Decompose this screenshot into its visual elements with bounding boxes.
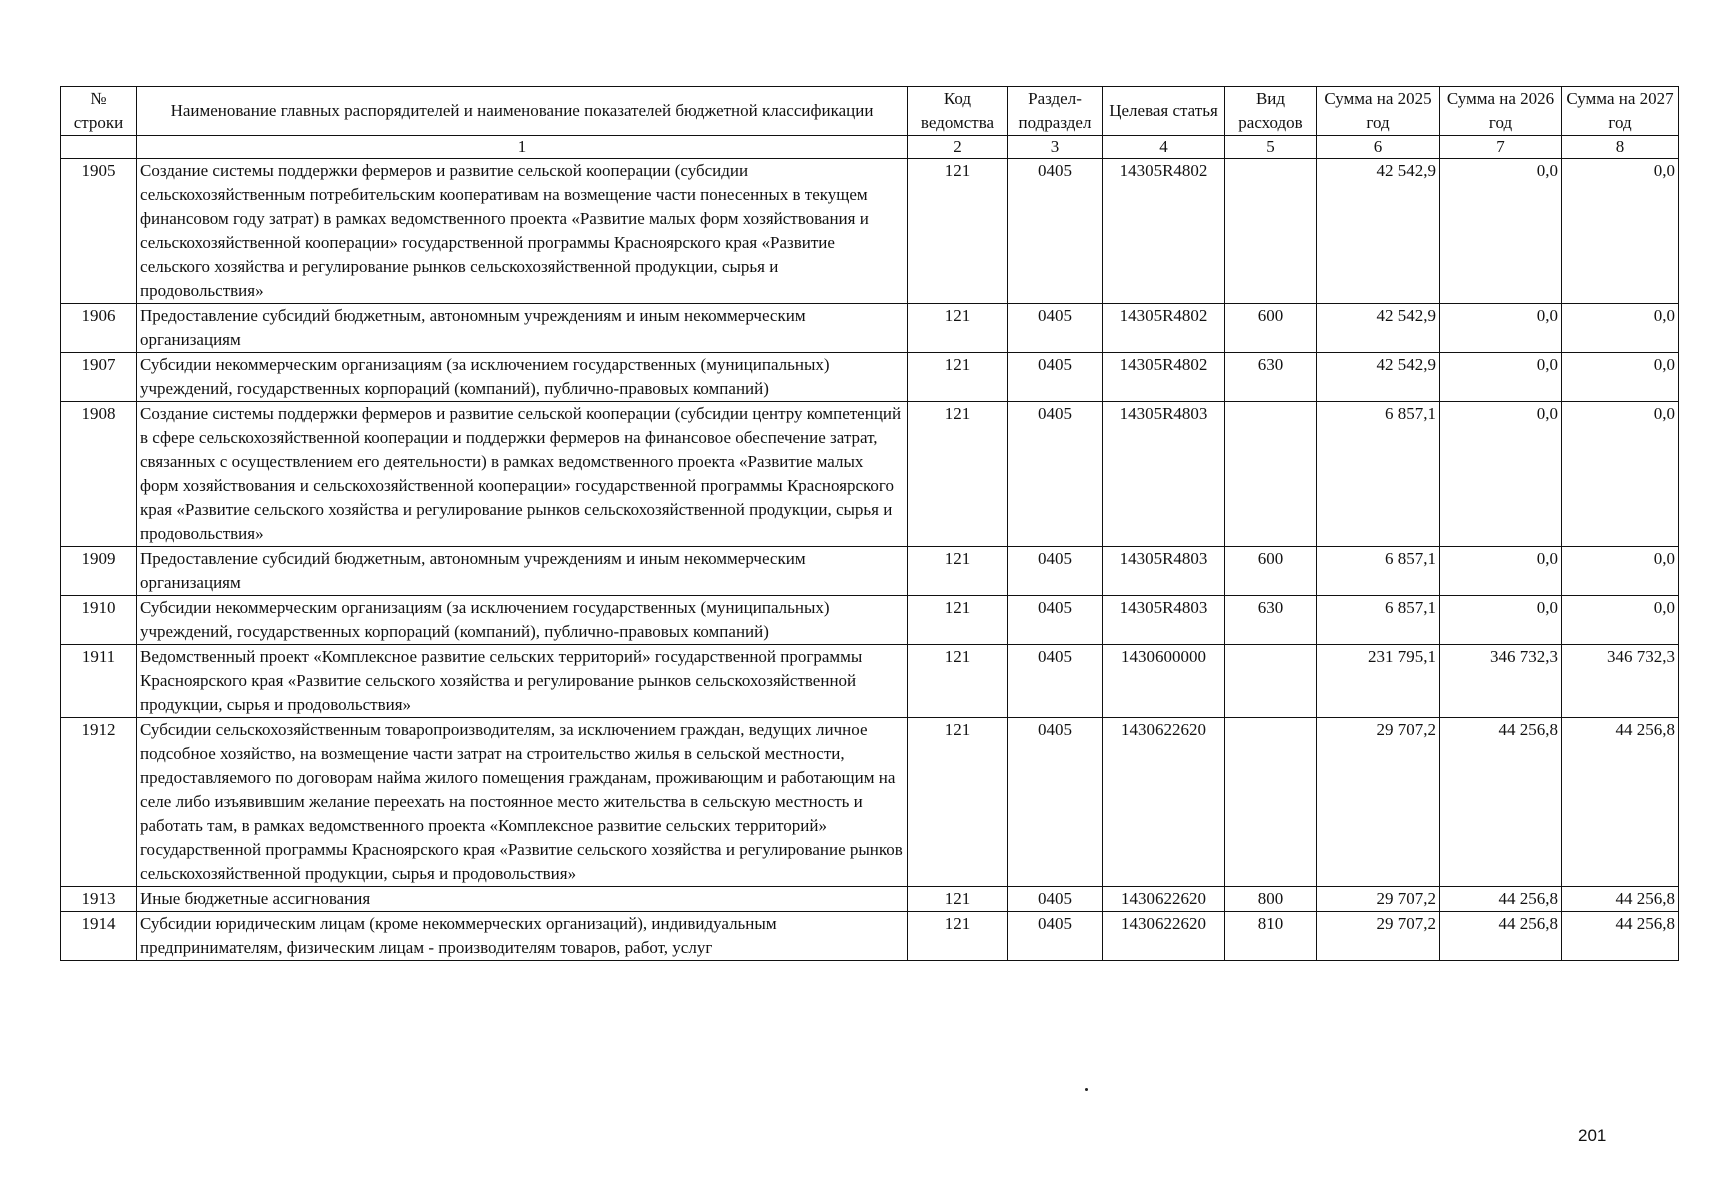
row-sum-2026: 44 256,8: [1440, 887, 1562, 912]
row-dept-code: 121: [908, 645, 1008, 718]
row-section-code: 0405: [1008, 596, 1103, 645]
table-row: [61, 402, 1679, 547]
row-number: 1914: [61, 912, 137, 961]
header-dept: Код ведомства: [908, 87, 1008, 136]
row-sum-2026: 346 732,3: [1440, 645, 1562, 718]
row-sum-2025: 6 857,1: [1317, 402, 1440, 547]
table-row: [61, 887, 1679, 912]
row-number: 1911: [61, 645, 137, 718]
row-sum-2027: 0,0: [1562, 402, 1679, 547]
row-section-code: 0405: [1008, 887, 1103, 912]
row-target-code: 1430622620: [1103, 718, 1225, 887]
row-name: Субсидии некоммерческим организациям (за исключением государственных (муниципальных) учреждений, государственных корпораций (компаний), публично-правовых компаний): [137, 353, 908, 402]
row-dept-code: 121: [908, 596, 1008, 645]
row-section-code: 0405: [1008, 912, 1103, 961]
row-sum-2027: 0,0: [1562, 304, 1679, 353]
header-num: № строки: [61, 87, 137, 136]
column-number: 4: [1103, 136, 1225, 159]
row-number: 1908: [61, 402, 137, 547]
row-section-code: 0405: [1008, 304, 1103, 353]
row-expense-type: 600: [1225, 304, 1317, 353]
row-sum-2027: 44 256,8: [1562, 887, 1679, 912]
page-number: 201: [1578, 1126, 1607, 1145]
column-number-empty: [61, 136, 137, 159]
row-expense-type: 630: [1225, 353, 1317, 402]
row-target-code: 1430622620: [1103, 887, 1225, 912]
row-expense-type: [1225, 402, 1317, 547]
table-row: [61, 718, 1679, 887]
row-target-code: 1430600000: [1103, 645, 1225, 718]
row-sum-2026: 0,0: [1440, 402, 1562, 547]
column-number: 6: [1317, 136, 1440, 159]
table-row: [61, 596, 1679, 645]
row-sum-2027: 0,0: [1562, 353, 1679, 402]
row-expense-type: 810: [1225, 912, 1317, 961]
row-name: Субсидии юридическим лицам (кроме некоммерческих организаций), индивидуальным предпринимателям, физическим лицам - производителям товаров, работ, услуг: [137, 912, 908, 961]
row-sum-2027: 0,0: [1562, 159, 1679, 304]
table-row: [61, 304, 1679, 353]
row-expense-type: 630: [1225, 596, 1317, 645]
row-sum-2026: 0,0: [1440, 596, 1562, 645]
row-section-code: 0405: [1008, 402, 1103, 547]
table-row: [61, 645, 1679, 718]
row-target-code: 14305R4802: [1103, 304, 1225, 353]
row-dept-code: 121: [908, 353, 1008, 402]
header-sum2025: Сумма на 2025 год: [1317, 87, 1440, 136]
row-sum-2027: 44 256,8: [1562, 912, 1679, 961]
row-number: 1907: [61, 353, 137, 402]
row-dept-code: 121: [908, 304, 1008, 353]
row-number: 1905: [61, 159, 137, 304]
row-name: Иные бюджетные ассигнования: [137, 887, 908, 912]
header-sum2027: Сумма на 2027 год: [1562, 87, 1679, 136]
row-dept-code: 121: [908, 887, 1008, 912]
row-name: Ведомственный проект «Комплексное развитие сельских территорий» государственной программы Красноярского края «Развитие сельского хозяйства и регулирование рынков сельскохозяйственной продукции, сырья и продовольствия»: [137, 645, 908, 718]
row-name: Создание системы поддержки фермеров и развитие сельской кооперации (субсидии сельскохозяйственным потребительским кооперативам на возмещение части понесенных в текущем финансовом году затрат) в рамках ведомственного проекта «Развитие малых форм хозяйствования и сельскохозяйственной кооперации» государственной программы Красноярского края «Развитие сельского хозяйства и регулирование рынков сельскохозяйственной продукции, сырья и продовольствия»: [137, 159, 908, 304]
budget-table: [60, 86, 1679, 961]
table-row: [61, 159, 1679, 304]
row-section-code: 0405: [1008, 645, 1103, 718]
row-sum-2025: 42 542,9: [1317, 159, 1440, 304]
stray-dot: [1085, 1088, 1088, 1091]
row-sum-2027: 0,0: [1562, 596, 1679, 645]
header-name: Наименование главных распорядителей и наименование показателей бюджетной классификации: [137, 87, 908, 136]
row-target-code: 14305R4803: [1103, 547, 1225, 596]
row-sum-2027: 0,0: [1562, 547, 1679, 596]
row-number: 1910: [61, 596, 137, 645]
row-sum-2026: 44 256,8: [1440, 718, 1562, 887]
row-sum-2025: 231 795,1: [1317, 645, 1440, 718]
row-dept-code: 121: [908, 912, 1008, 961]
row-number: 1912: [61, 718, 137, 887]
header-type: Вид расходов: [1225, 87, 1317, 136]
row-section-code: 0405: [1008, 547, 1103, 596]
row-sum-2026: 0,0: [1440, 159, 1562, 304]
row-sum-2026: 44 256,8: [1440, 912, 1562, 961]
row-dept-code: 121: [908, 718, 1008, 887]
row-dept-code: 121: [908, 159, 1008, 304]
row-sum-2025: 42 542,9: [1317, 304, 1440, 353]
table-row: [61, 353, 1679, 402]
row-number: 1909: [61, 547, 137, 596]
row-name: Предоставление субсидий бюджетным, автономным учреждениям и иным некоммерческим организациям: [137, 547, 908, 596]
row-sum-2027: 44 256,8: [1562, 718, 1679, 887]
column-number: 7: [1440, 136, 1562, 159]
row-sum-2026: 0,0: [1440, 353, 1562, 402]
row-section-code: 0405: [1008, 353, 1103, 402]
row-expense-type: [1225, 159, 1317, 304]
row-expense-type: 600: [1225, 547, 1317, 596]
row-sum-2027: 346 732,3: [1562, 645, 1679, 718]
row-sum-2025: 42 542,9: [1317, 353, 1440, 402]
row-dept-code: 121: [908, 547, 1008, 596]
row-number: 1913: [61, 887, 137, 912]
row-sum-2026: 0,0: [1440, 547, 1562, 596]
row-target-code: 14305R4802: [1103, 159, 1225, 304]
row-target-code: 1430622620: [1103, 912, 1225, 961]
row-expense-type: 800: [1225, 887, 1317, 912]
row-name: Субсидии некоммерческим организациям (за исключением государственных (муниципальных) учреждений, государственных корпораций (компаний), публично-правовых компаний): [137, 596, 908, 645]
row-sum-2025: 29 707,2: [1317, 887, 1440, 912]
row-sum-2025: 29 707,2: [1317, 718, 1440, 887]
column-number: 1: [137, 136, 908, 159]
column-number: 8: [1562, 136, 1679, 159]
row-target-code: 14305R4803: [1103, 402, 1225, 547]
header-sum2026: Сумма на 2026 год: [1440, 87, 1562, 136]
column-number-row: [61, 136, 1679, 159]
row-section-code: 0405: [1008, 718, 1103, 887]
row-name: Предоставление субсидий бюджетным, автономным учреждениям и иным некоммерческим организациям: [137, 304, 908, 353]
row-number: 1906: [61, 304, 137, 353]
row-sum-2025: 29 707,2: [1317, 912, 1440, 961]
table-row: [61, 912, 1679, 961]
row-sum-2025: 6 857,1: [1317, 596, 1440, 645]
row-sum-2026: 0,0: [1440, 304, 1562, 353]
row-expense-type: [1225, 718, 1317, 887]
row-target-code: 14305R4803: [1103, 596, 1225, 645]
column-number: 3: [1008, 136, 1103, 159]
row-target-code: 14305R4802: [1103, 353, 1225, 402]
table-body: [61, 159, 1679, 961]
table-row: [61, 547, 1679, 596]
row-dept-code: 121: [908, 402, 1008, 547]
header-target: Целевая статья: [1103, 87, 1225, 136]
row-name: Субсидии сельскохозяйственным товаропроизводителям, за исключением граждан, ведущих личное подсобное хозяйство, на возмещение части затрат на строительство жилья в сельской местности, предоставляемого по договорам найма жилого помещения гражданам, проживающим и работающим на селе либо изъявившим желание переехать на постоянное место жительства в сельскую местность и работать там, в рамках ведомственного проекта «Комплексное развитие сельских территорий» государственной программы Красноярского края «Развитие сельского хозяйства и регулирование рынков сельскохозяйственной продукции, сырья и продовольствия»: [137, 718, 908, 887]
header-row: [61, 87, 1679, 136]
row-expense-type: [1225, 645, 1317, 718]
row-name: Создание системы поддержки фермеров и развитие сельской кооперации (субсидии центру компетенций в сфере сельскохозяйственной кооперации и поддержки фермеров на финансовое обеспечение затрат, связанных с осуществлением его деятельности) в рамках ведомственного проекта «Развитие малых форм хозяйствования и сельскохозяйственной кооперации» государственной программы Красноярского края «Развитие сельского хозяйства и регулирование рынков сельскохозяйственной продукции, сырья и продовольствия»: [137, 402, 908, 547]
column-number: 2: [908, 136, 1008, 159]
row-section-code: 0405: [1008, 159, 1103, 304]
column-number: 5: [1225, 136, 1317, 159]
header-section: Раздел-подраздел: [1008, 87, 1103, 136]
row-sum-2025: 6 857,1: [1317, 547, 1440, 596]
